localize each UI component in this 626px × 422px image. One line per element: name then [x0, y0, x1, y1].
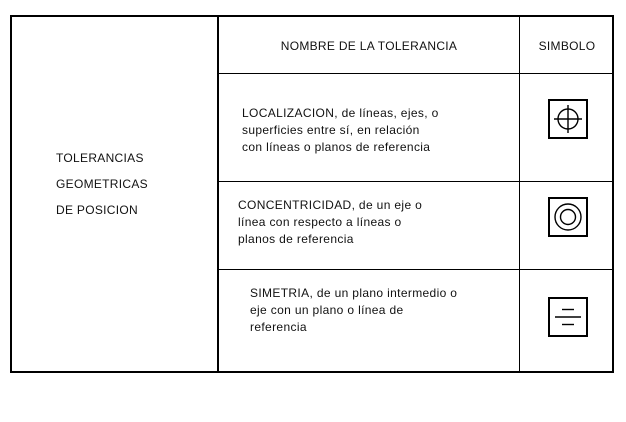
position-crosshair-icon [548, 99, 588, 139]
row-concentricidad-line-3: planos de referencia [238, 232, 354, 246]
header-symbol: SIMBOLO [538, 38, 596, 53]
row-concentricidad-line-1: CONCENTRICIDAD, de un eje o [238, 198, 423, 212]
row-localizacion-line-3: con líneas o planos de referencia [242, 140, 431, 154]
header-tolerance-name: NOMBRE DE LA TOLERANCIA [280, 38, 458, 53]
row-localizacion-line-1: LOCALIZACION, de líneas, ejes, o [242, 106, 439, 120]
row-simetria-line-2: eje con un plano o línea de [250, 303, 404, 317]
category-line-1: TOLERANCIAS [56, 151, 144, 165]
category-label [56, 145, 148, 223]
row-localizacion-description [242, 105, 439, 156]
symmetry-lines-icon [548, 297, 588, 337]
row-concentricidad-description [238, 197, 422, 248]
concentric-circles-icon [548, 197, 588, 237]
category-line-3: DE POSICION [56, 203, 138, 217]
row-localizacion-line-2: superficies entre sí, en relación [242, 123, 420, 137]
row-simetria-line-3: referencia [250, 320, 307, 334]
row-simetria-line-1: SIMETRIA, de un plano intermedio o [250, 286, 458, 300]
category-line-2: GEOMETRICAS [56, 177, 148, 191]
row-divider-1 [219, 181, 612, 182]
row-simetria-description [250, 285, 457, 336]
tolerance-table [10, 15, 614, 373]
row-concentricidad-line-2: línea con respecto a líneas o [238, 215, 402, 229]
row-divider-2 [219, 269, 612, 270]
